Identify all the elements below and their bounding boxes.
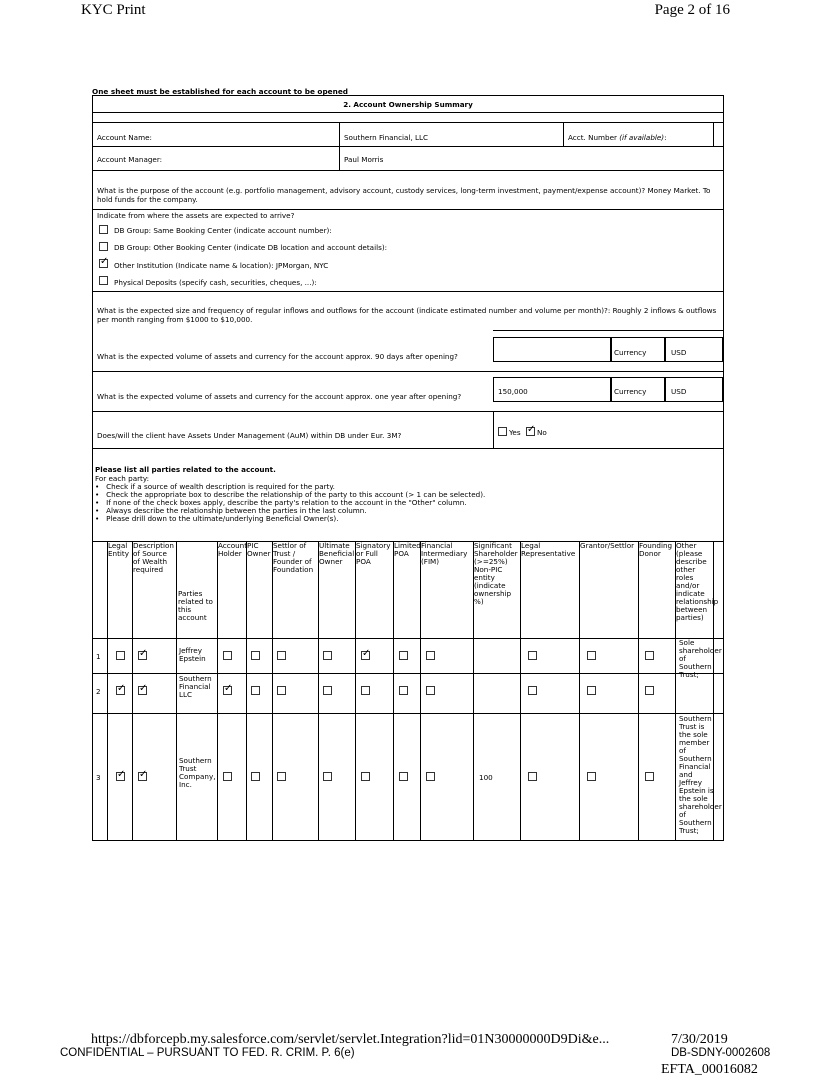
- row2-account-holder-checkbox[interactable]: [223, 686, 232, 695]
- volume-1y-question: What is the expected volume of assets and currency for the account approx. one year after opening?: [97, 392, 462, 401]
- row1-legal-rep-checkbox[interactable]: [528, 651, 537, 660]
- parties-bullet: • If none of the check boxes apply, describe the party's relation to the account in the "Other" column.: [95, 498, 467, 507]
- parties-title: Please list all parties related to the account.: [95, 465, 276, 474]
- origin-other-institution-checkbox[interactable]: [99, 259, 108, 268]
- origin-other-institution-label: Other Institution (Indicate name & location): JPMorgan, NYC: [114, 261, 329, 270]
- row2-fim-checkbox[interactable]: [426, 686, 435, 695]
- footer-date: 7/30/2019: [671, 1032, 728, 1047]
- row1-limited-poa-checkbox[interactable]: [399, 651, 408, 660]
- aum-no-checkbox[interactable]: [526, 427, 535, 436]
- flows-question: What is the expected size and frequency of regular inflows and outflows for the account (indicate estimated number and volume per month)?: Roughly 2 inflows & outflows per month ranging from $1000 to $10,000.: [97, 306, 717, 324]
- volume-90-question: What is the expected volume of assets and currency for the account approx. 90 days after opening?: [97, 352, 458, 361]
- parties-bullet: • Always describe the relationship between the parties in the last column.: [95, 506, 367, 515]
- col-signatory: Signatory or Full POA: [356, 541, 391, 566]
- row2-legal-entity-checkbox[interactable]: [116, 686, 125, 695]
- volume-1y-currency: USD: [671, 387, 687, 396]
- row3-settlor-checkbox[interactable]: [277, 772, 286, 781]
- parties-bullet: • Please drill down to the ultimate/underlying Beneficial Owner(s).: [95, 514, 339, 523]
- row-number: 1: [96, 652, 101, 661]
- row-number: 2: [96, 687, 101, 696]
- volume-1y-currency-label: Currency: [614, 387, 647, 396]
- assets-origin-prompt: Indicate from where the assets are expected to arrive?: [97, 211, 295, 220]
- row1-signatory-checkbox[interactable]: [361, 651, 370, 660]
- row2-pic-owner-checkbox[interactable]: [251, 686, 260, 695]
- row3-legal-rep-checkbox[interactable]: [528, 772, 537, 781]
- col-significant-shareholder: Significant Shareholder (>=25%) Non-PIC entity (indicate ownership %): [474, 541, 518, 606]
- parties-subtitle: For each party:: [95, 474, 150, 483]
- account-ownership-form: [92, 95, 724, 841]
- row1-other-description: Sole shareholder of Southern Trust;: [679, 638, 722, 679]
- row3-sow-checkbox[interactable]: [138, 772, 147, 781]
- page-number: Page 2 of 16: [654, 2, 730, 18]
- row2-ubo-checkbox[interactable]: [323, 686, 332, 695]
- row1-settlor-checkbox[interactable]: [277, 651, 286, 660]
- row1-party-name: Jeffrey Epstein: [179, 646, 206, 663]
- col-grantor-settlor: Grantor/Settlor: [580, 541, 635, 550]
- footer-url: https://dbforcepb.my.salesforce.com/servlet/servlet.Integration?lid=01N30000000D9Di&e...: [91, 1032, 610, 1047]
- row2-settlor-checkbox[interactable]: [277, 686, 286, 695]
- col-founding-donor: Founding Donor: [639, 541, 673, 558]
- row3-grantor-checkbox[interactable]: [587, 772, 596, 781]
- row3-limited-poa-checkbox[interactable]: [399, 772, 408, 781]
- row1-sow-checkbox[interactable]: [138, 651, 147, 660]
- print-header-title: KYC Print: [81, 2, 146, 18]
- row3-fim-checkbox[interactable]: [426, 772, 435, 781]
- origin-physical-deposits-checkbox[interactable]: [99, 276, 108, 285]
- volume-1y-value: 150,000: [498, 387, 528, 396]
- confidential-notice: CONFIDENTIAL – PURSUANT TO FED. R. CRIM. P. 6(e): [60, 1047, 355, 1059]
- aum-question: Does/will the client have Assets Under Management (AuM) within DB under Eur. 3M?: [97, 431, 402, 440]
- col-ubo: Ultimate Beneficial Owner: [319, 541, 355, 566]
- row2-party-name: Southern Financial LLC: [179, 674, 212, 699]
- col-source-of-wealth: Description of Source of Wealth required: [133, 541, 174, 574]
- row3-shareholder-pct: 100: [479, 773, 493, 782]
- row3-account-holder-checkbox[interactable]: [223, 772, 232, 781]
- row1-legal-entity-checkbox[interactable]: [116, 651, 125, 660]
- notice-text: One sheet must be established for each account to be opened: [92, 87, 348, 96]
- account-name-label: Account Name:: [97, 133, 152, 142]
- volume-90-value-field[interactable]: [493, 337, 611, 362]
- origin-other-booking-checkbox[interactable]: [99, 242, 108, 251]
- account-number-label: Acct. Number (if available):: [568, 133, 667, 142]
- row2-sow-checkbox[interactable]: [138, 686, 147, 695]
- account-manager-value: Paul Morris: [344, 155, 384, 164]
- section-title: 2. Account Ownership Summary: [343, 100, 473, 109]
- origin-other-booking-label: DB Group: Other Booking Center (indicate DB location and account details):: [114, 243, 388, 252]
- aum-yes-checkbox[interactable]: [498, 427, 507, 436]
- row2-founding-donor-checkbox[interactable]: [645, 686, 654, 695]
- volume-90-currency: USD: [671, 348, 687, 357]
- col-legal-entity: Legal Entity: [108, 541, 129, 558]
- row3-signatory-checkbox[interactable]: [361, 772, 370, 781]
- col-account-holder: Account Holder: [218, 541, 248, 558]
- parties-table: [93, 541, 723, 842]
- parties-bullet: • Check if a source of wealth description is required for the party.: [95, 482, 335, 491]
- row1-fim-checkbox[interactable]: [426, 651, 435, 660]
- col-legal-representative: Legal Representative: [521, 541, 576, 558]
- row3-ubo-checkbox[interactable]: [323, 772, 332, 781]
- row1-pic-owner-checkbox[interactable]: [251, 651, 260, 660]
- volume-90-currency-label: Currency: [614, 348, 647, 357]
- origin-same-booking-checkbox[interactable]: [99, 225, 108, 234]
- row3-other-description: Southern Trust is the sole member of Southern Financial and Jeffrey Epstein is the sole shareholder of Southern Trust;: [679, 714, 722, 835]
- row2-limited-poa-checkbox[interactable]: [399, 686, 408, 695]
- row3-party-name: Southern Trust Company, Inc.: [179, 756, 216, 789]
- row3-founding-donor-checkbox[interactable]: [645, 772, 654, 781]
- row1-founding-donor-checkbox[interactable]: [645, 651, 654, 660]
- row2-legal-rep-checkbox[interactable]: [528, 686, 537, 695]
- row3-pic-owner-checkbox[interactable]: [251, 772, 260, 781]
- col-settlor: Settlor of Trust / Founder of Foundation: [273, 541, 314, 574]
- account-name-value: Southern Financial, LLC: [344, 133, 429, 142]
- row2-signatory-checkbox[interactable]: [361, 686, 370, 695]
- origin-same-booking-label: DB Group: Same Booking Center (indicate account number):: [114, 226, 332, 235]
- account-manager-label: Account Manager:: [97, 155, 163, 164]
- col-pic-owner: PIC Owner: [247, 541, 271, 558]
- account-purpose: What is the purpose of the account (e.g. portfolio management, advisory account, custody services, long-term investment, payment/expense account)? Money Market. To hold funds for the company.: [97, 186, 711, 204]
- aum-no-label: No: [537, 428, 547, 437]
- origin-physical-deposits-label: Physical Deposits (specify cash, securities, cheques, ...):: [114, 278, 317, 287]
- aum-yes-label: Yes: [509, 428, 521, 437]
- bates-number: DB-SDNY-0002608: [671, 1047, 771, 1059]
- col-other: Other (please describe other roles and/or indicate relationship between parties): [676, 541, 719, 622]
- col-fim: Financial Intermediary (FIM): [421, 541, 468, 566]
- row1-grantor-checkbox[interactable]: [587, 651, 596, 660]
- row2-grantor-checkbox[interactable]: [587, 686, 596, 695]
- col-parties: Parties related to this account: [178, 589, 213, 622]
- parties-bullet: • Check the appropriate box to describe the relationship of the party to this account (> 1 can be selected).: [95, 490, 486, 499]
- efta-number: EFTA_00016082: [661, 1062, 758, 1077]
- row1-account-holder-checkbox[interactable]: [223, 651, 232, 660]
- row-number: 3: [96, 773, 101, 782]
- col-limited-poa: Limited POA: [394, 541, 421, 558]
- row1-ubo-checkbox[interactable]: [323, 651, 332, 660]
- row3-legal-entity-checkbox[interactable]: [116, 772, 125, 781]
